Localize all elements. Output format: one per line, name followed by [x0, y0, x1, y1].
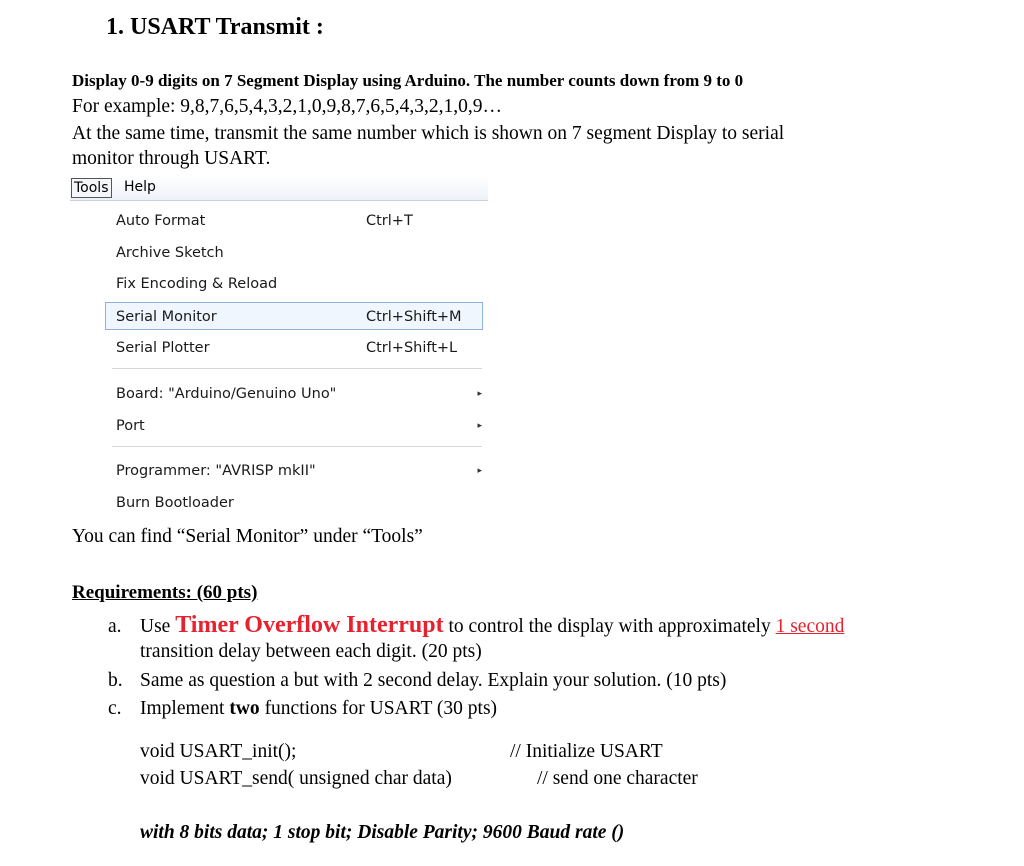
- menu-item-label: Serial Plotter: [116, 340, 210, 356]
- code-line-2: void USART_send( unsigned char data): [140, 768, 452, 789]
- requirement-b: [108, 670, 726, 692]
- requirement-a: [108, 612, 844, 639]
- req-c-post: functions for USART (30 pts): [259, 698, 498, 719]
- tools-dropdown: [106, 201, 488, 518]
- req-c-pre: Implement: [140, 698, 230, 719]
- tools-menu-screenshot: [70, 176, 488, 518]
- intro-line-4: monitor through USART.: [72, 148, 271, 169]
- intro-example: For example: 9,8,7,6,5,4,3,2,1,0,9,8,7,6,5,4,3,2,1,0,9…: [72, 96, 503, 117]
- submenu-arrow-icon: ▸: [477, 389, 482, 399]
- requirements-title: Requirements: (60 pts): [72, 582, 258, 603]
- submenu-arrow-icon: ▸: [477, 421, 482, 431]
- menu-item-archive-sketch[interactable]: [106, 239, 488, 267]
- code-comment-1: // Initialize USART: [510, 741, 663, 762]
- req-a-pre: Use: [140, 616, 176, 637]
- req-a-emphasis: Timer Overflow Interrupt: [175, 612, 444, 638]
- intro-line-3: At the same time, transmit the same number which is shown on 7 segment Display to serial: [72, 123, 785, 144]
- menu-item-label: Serial Monitor: [116, 309, 217, 325]
- req-a-mid: to control the display with approximately: [443, 616, 776, 637]
- menu-item-label: Fix Encoding & Reload: [116, 276, 278, 292]
- menu-item-label: Port: [116, 418, 145, 434]
- submenu-arrow-icon: ▸: [477, 466, 482, 476]
- list-marker: c.: [108, 698, 122, 719]
- requirement-c: [108, 698, 497, 720]
- menu-item-board[interactable]: [106, 380, 488, 408]
- menu-item-port[interactable]: [106, 412, 488, 440]
- req-c-bold: two: [229, 698, 260, 719]
- code-line-1: void USART_init();: [140, 741, 297, 762]
- menu-item-label: Archive Sketch: [116, 245, 224, 261]
- menu-item-label: Board: "Arduino/Genuino Uno": [116, 386, 337, 402]
- menu-item-shortcut: Ctrl+Shift+M: [366, 309, 462, 325]
- code-comment-2: // send one character: [537, 768, 698, 789]
- menu-caption: You can find “Serial Monitor” under “Tools”: [72, 526, 423, 547]
- menu-separator: [112, 368, 482, 369]
- req-b-text: Same as question a but with 2 second delay. Explain your solution. (10 pts): [140, 670, 727, 691]
- usart-config-note: with 8 bits data; 1 stop bit; Disable Parity; 9600 Baud rate (): [140, 822, 625, 843]
- menu-item-burn-bootloader[interactable]: [106, 489, 488, 517]
- menu-tools[interactable]: Tools: [71, 178, 112, 198]
- requirement-a-continuation: transition delay between each digit. (20 pts): [140, 641, 482, 662]
- list-marker: a.: [108, 616, 122, 637]
- menu-item-label: Burn Bootloader: [116, 495, 234, 511]
- section-heading: 1. USART Transmit :: [106, 14, 324, 40]
- menu-item-label: Programmer: "AVRISP mkII": [116, 463, 316, 479]
- menu-item-fix-encoding[interactable]: [106, 270, 488, 298]
- intro-bold-line: Display 0-9 digits on 7 Segment Display using Arduino. The number counts down from 9 to 0: [72, 71, 744, 90]
- list-marker: b.: [108, 670, 123, 691]
- menu-item-shortcut: Ctrl+Shift+L: [366, 340, 458, 356]
- req-a-link: 1 second: [775, 616, 845, 637]
- menu-item-shortcut: Ctrl+T: [366, 213, 413, 229]
- menu-separator: [112, 446, 482, 447]
- menu-item-serial-plotter[interactable]: [106, 334, 488, 362]
- menu-bar: [70, 176, 488, 201]
- menu-item-label: Auto Format: [116, 213, 206, 229]
- menu-item-auto-format[interactable]: [106, 207, 488, 235]
- menu-item-serial-monitor[interactable]: [105, 302, 483, 330]
- menu-gutter: [70, 201, 106, 518]
- menu-item-programmer[interactable]: [106, 457, 488, 485]
- menu-help[interactable]: Help: [124, 179, 156, 195]
